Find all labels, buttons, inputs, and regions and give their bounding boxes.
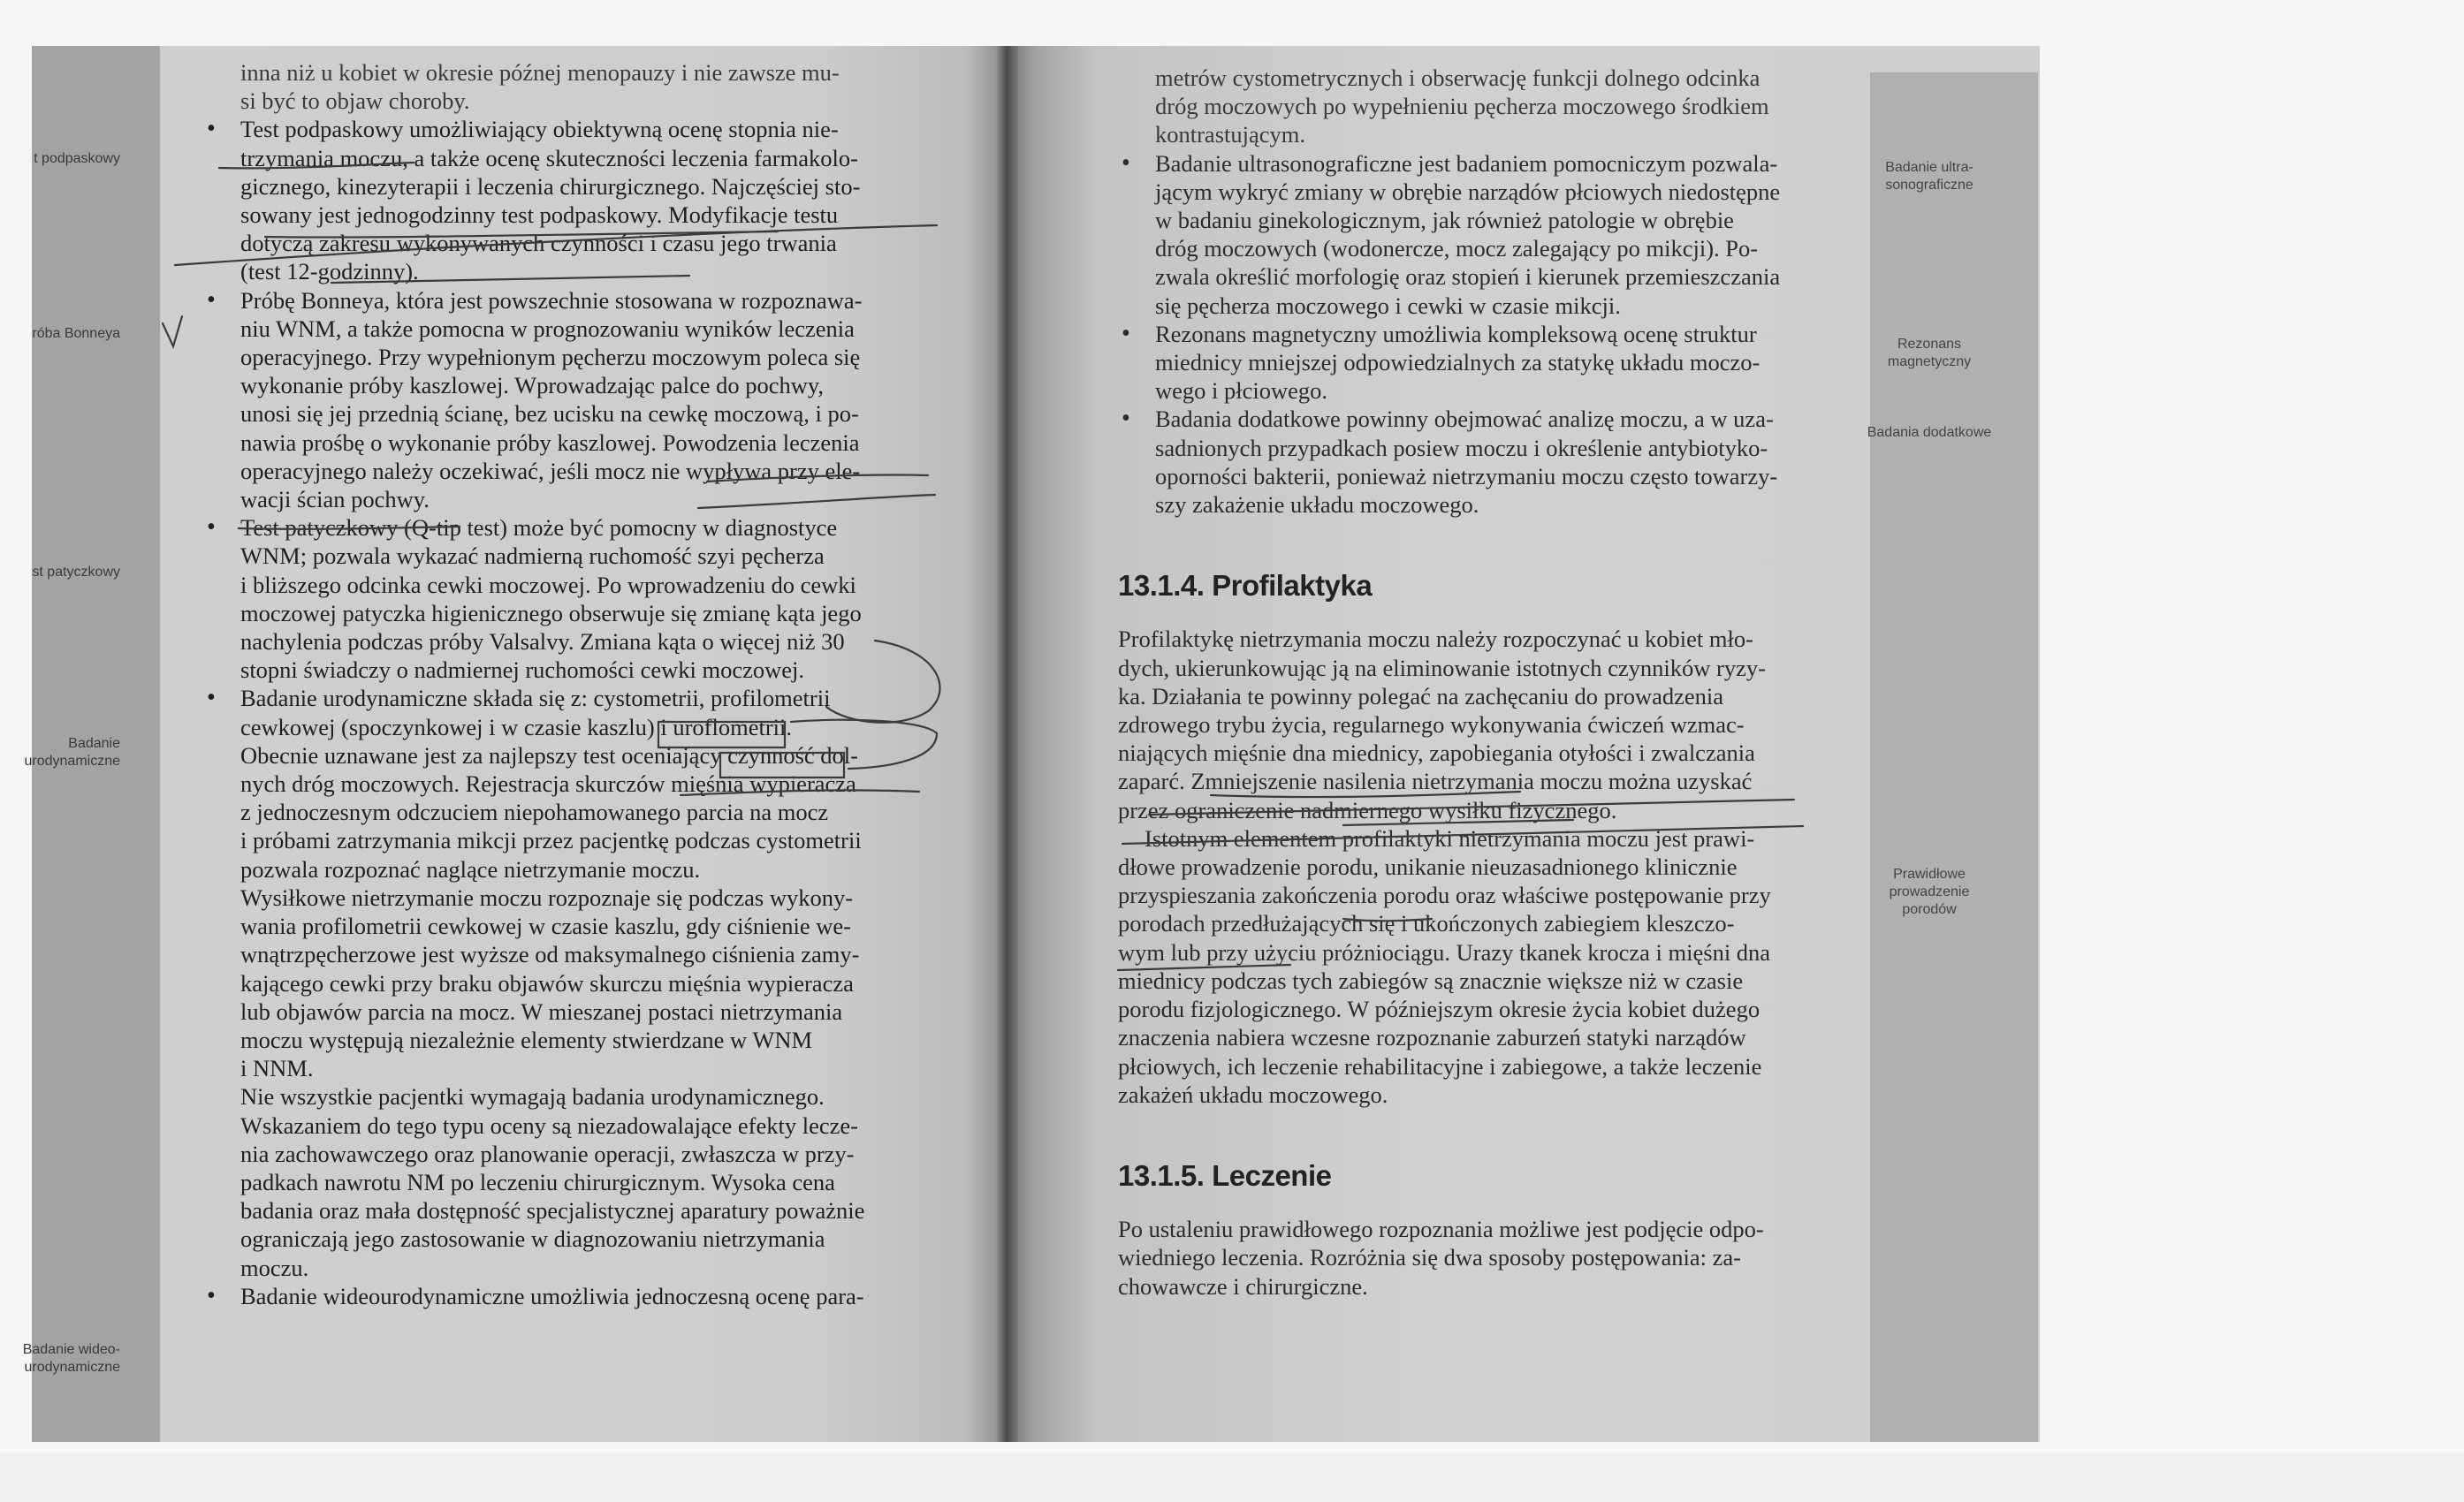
text-line: się pęcherza moczowego i cewki w czasie mikcji.: [1155, 292, 1621, 319]
text-line: operacyjnego należy oczekiwać, jeśli mocz nie wypływa przy ele-: [240, 457, 861, 484]
text-line: zdrowego trybu życia, regularnego wykonywania ćwiczeń wzmac-: [1118, 711, 1745, 739]
text-line: w badaniu ginekologicznym, jak również patologie w obrębie: [1155, 207, 1734, 234]
text-line: miednicy mniejszej odpowiedzialnych za statykę układu moczo-: [1155, 349, 1761, 376]
text-line: si być to objaw choroby.: [240, 87, 470, 115]
text-line: kającego cewki przy braku objawów skurczu mięśnia wypieracza: [240, 969, 854, 997]
text-line: miednicy podczas tych zabiegów są znacznie większe niż w czasie: [1118, 967, 1744, 994]
text-line: padkach nawrotu NM po leczeniu chirurgicznym. Wysoka cena: [240, 1168, 835, 1195]
text-line: i bliższego odcinka cewki moczowej. Po wprowadzeniu do cewki: [240, 571, 856, 598]
section-heading-leczenie: 13.1.5. Leczenie: [1118, 1158, 1332, 1192]
text-line: dróg moczowych po wypełnieniu pęcherza moczowego środkiem: [1155, 93, 1769, 120]
text-line: • Test patyczkowy (Q-tip test) może być pomocny w diagnostyce: [203, 513, 919, 542]
text-line: metrów cystometrycznych i obserwację funkcji dolnego odcinka: [1155, 64, 1761, 91]
text-line: wiedniego leczenia. Rozróżnia się dwa sposoby postępowania: za-: [1118, 1244, 1741, 1271]
text-line: niu WNM, a także pomocna w prognozowaniu wyników leczenia: [240, 315, 855, 342]
text-line: stopni świadczy o nadmiernej ruchomości cewki moczowej.: [240, 656, 805, 684]
margin-note-badanie-wideourodynamiczne: Badanie wideo-urodynamiczne: [22, 1342, 120, 1375]
text-line: cewkowej (spoczynkowej i w czasie kaszlu) i uroflometrii.: [240, 713, 793, 740]
text-line: zwala określić morfologię oraz stopień i kierunek przemieszczania: [1155, 263, 1781, 291]
text-line: przez ograniczenie nadmiernego wysiłku fizycznego.: [1118, 796, 1617, 823]
text-line: operacyjnego. Przy wypełnionym pęcherzu moczowym poleca się: [240, 344, 861, 371]
text-line: jącym wykryć zmiany w obrębie narządów płciowych niedostępne: [1155, 178, 1781, 205]
text-line: wnątrzpęcherzowe jest wyższe od maksymalnego ciśnienia zamy-: [240, 941, 860, 968]
text-line: niających mięśnie dna miednicy, zapobiegania otyłości i zwalczania: [1118, 740, 1755, 767]
text-line: dych, ukierunkowując ją na eliminowanie istotnych czynników ryzy-: [1118, 654, 1766, 681]
text-line: wania profilometrii cewkowej w czasie kaszlu, gdy ciśnienie we-: [240, 913, 851, 940]
text-line: dotyczą zakresu wykonywanych czynności i czasu jego trwania: [240, 230, 837, 257]
text-line: dłowe prowadzenie porodu, unikanie nieuzasadnionego klinicznie: [1118, 853, 1738, 881]
text-line: i próbami zatrzymania mikcji przez pacjentkę podczas cystometrii: [240, 827, 862, 854]
text-line: gicznego, kinezyterapii i leczenia chirurgicznego. Najczęściej sto-: [240, 172, 861, 200]
text-line: moczu występują niezależnie elementy stwierdzane w WNM: [240, 1026, 813, 1053]
text-line: unosi się jej przednią ścianę, bez ucisku na cewkę moczową, i po-: [240, 400, 859, 428]
book-gutter: [995, 46, 1018, 1442]
text-line: ograniczają jego zastosowanie w diagnozowaniu nietrzymania: [240, 1225, 825, 1253]
right-page-text: [1118, 64, 1804, 1301]
section-heading-profilaktyka: 13.1.4. Profilaktyka: [1118, 569, 1373, 603]
left-page-text: [203, 58, 919, 1310]
text-line: Obecnie uznawane jest za najlepszy test oceniający czynność dol-: [240, 741, 858, 769]
text-line: lub objawów parcia na mocz. W mieszanej postaci nietrzymania: [240, 998, 843, 1025]
text-line: badania oraz mała dostępność specjalistycznej aparatury poważnie: [240, 1197, 865, 1225]
text-line: i NNM.: [240, 1055, 314, 1082]
text-line: trzymania moczu, a także ocenę skuteczności leczenia farmakolo-: [240, 144, 858, 171]
text-line: zaparć. Zmniejszenie nasilenia nietrzymania moczu można uzyskać: [1118, 768, 1753, 795]
margin-note-usg: Badanie ultra-sonograficzne: [1885, 160, 1973, 193]
text-line: nawia prośbę o wykonanie próby kaszlowej. Powodzenia leczenia: [240, 429, 860, 456]
margin-note-badanie-urodynamiczne: Badanie urodynamiczne: [24, 736, 120, 769]
right-margin-band: [1870, 72, 2038, 1442]
text-line: sadnionych przypadkach posiew moczu i określenie antybiotyko-: [1155, 434, 1768, 461]
text-line: wego i płciowego.: [1155, 377, 1328, 405]
text-line: nych dróg moczowych. Rejestracja skurczów mięśnia wypieracza: [240, 770, 856, 798]
margin-note-proba-bonneya: róba Bonneya: [32, 326, 120, 341]
text-line: znaczenia nabiera wczesne rozpoznanie zaburzeń statyki narządów: [1118, 1024, 1746, 1051]
text-line: • Rezonans magnetyczny umożliwia kompleksową ocenę struktur: [1118, 320, 1804, 348]
text-line: • Badanie ultrasonograficzne jest badaniem pomocniczym pozwala-: [1118, 149, 1804, 178]
text-line: nachylenia podczas próby Valsalvy. Zmiana kąta o więcej niż 30: [240, 628, 845, 656]
text-line: Profilaktykę nietrzymania moczu należy rozpoczynać u kobiet mło-: [1118, 626, 1753, 653]
text-line: przyspieszania zakończenia porodu oraz właściwe postępowanie przy: [1118, 882, 1771, 909]
text-line: nia zachowawczego oraz planowanie operacji, zwłaszcza w przy-: [240, 1140, 855, 1167]
text-line: moczu.: [240, 1254, 309, 1281]
text-line: kontrastującym.: [1155, 121, 1305, 148]
text-line: szy zakażenie układu moczowego.: [1155, 491, 1479, 519]
text-line: • Badanie wideourodynamiczne umożliwia jednoczesną ocenę para-: [203, 1282, 919, 1310]
margin-note-test-patyczkowy: st patyczkowy: [32, 565, 120, 580]
text-line: sowany jest jednogodzinny test podpaskowy. Modyfikacje testu: [240, 201, 839, 229]
text-line: porodach przedłużających się i ukończonych zabiegiem kleszczo-: [1118, 910, 1735, 937]
text-line: pozwala rozpoznać naglące nietrzymanie moczu.: [240, 855, 701, 883]
text-line: zakażeń układu moczowego.: [1118, 1081, 1388, 1108]
text-line: Wysiłkowe nietrzymanie moczu rozpoznaje się podczas wykony-: [240, 884, 854, 911]
text-line: dróg moczowych (wodonercze, mocz zalegający po mikcji). Po-: [1155, 235, 1759, 262]
text-line: WNM; pozwala wykazać nadmierną ruchomość szyi pęcherza: [240, 542, 825, 570]
text-line: wykonanie próby kaszlowej. Wprowadzając palce do pochwy,: [240, 372, 825, 399]
text-line: wacji ścian pochwy.: [240, 486, 430, 513]
margin-note-prawidlowe-prowadzenie-porodow: Prawidłowe prowadzenie porodów: [1889, 867, 1970, 917]
text-line: ka. Działania te powinny polegać na zachęcaniu do prowadzenia: [1118, 682, 1724, 709]
text-line: płciowych, ich leczenie rehabilitacyjne i zabiegowe, a także leczenie: [1118, 1052, 1762, 1080]
text-line: Wskazaniem do tego typu oceny są niezadowalające efekty lecze-: [240, 1111, 858, 1139]
text-line: z jednoczesnym odczuciem niepohamowanego parcia na mocz: [240, 799, 829, 826]
text-line: chowawcze i chirurgiczne.: [1118, 1272, 1368, 1300]
text-line: • Badania dodatkowe powinny obejmować analizę moczu, a w uza-: [1118, 405, 1804, 433]
text-line: Nie wszystkie pacjentki wymagają badania urodynamicznego.: [240, 1083, 825, 1111]
text-line: (test 12-godzinny).: [240, 258, 419, 285]
text-line: inna niż u kobiet w okresie późnej menopauzy i nie zawsze mu-: [240, 59, 840, 86]
text-line: wym lub przy użyciu próżniociągu. Urazy tkanek krocza i mięśni dna: [1118, 938, 1771, 966]
text-line: Istotnym elementem profilaktyki nietrzymania moczu jest prawi-: [1145, 824, 1755, 852]
margin-note-badania-dodatkowe: Badania dodatkowe: [1867, 425, 1992, 440]
text-line: Po ustaleniu prawidłowego rozpoznania możliwe jest podjęcie odpo-: [1118, 1216, 1764, 1243]
margin-note-test-podpaskowy: t podpaskowy: [34, 151, 120, 166]
scanner-bottom-strip: [0, 1453, 2464, 1502]
text-line: • Próbę Bonneya, która jest powszechnie stosowana w rozpoznawa-: [203, 286, 919, 315]
text-line: porodu fizjologicznego. W późniejszym okresie życia kobiet dużego: [1118, 996, 1761, 1023]
text-line: oporności bakterii, ponieważ nietrzymaniu moczu często towarzy-: [1155, 462, 1778, 489]
text-line: • Badanie urodynamiczne składa się z: cystometrii, profilometrii: [203, 684, 919, 712]
margin-note-rezonans: Rezonans magnetyczny: [1887, 337, 1972, 369]
text-line: moczowej patyczka higienicznego obserwuje się zmianę kąta jego: [240, 599, 862, 626]
text-line: • Test podpaskowy umożliwiający obiektywną ocenę stopnia nie-: [203, 115, 919, 143]
